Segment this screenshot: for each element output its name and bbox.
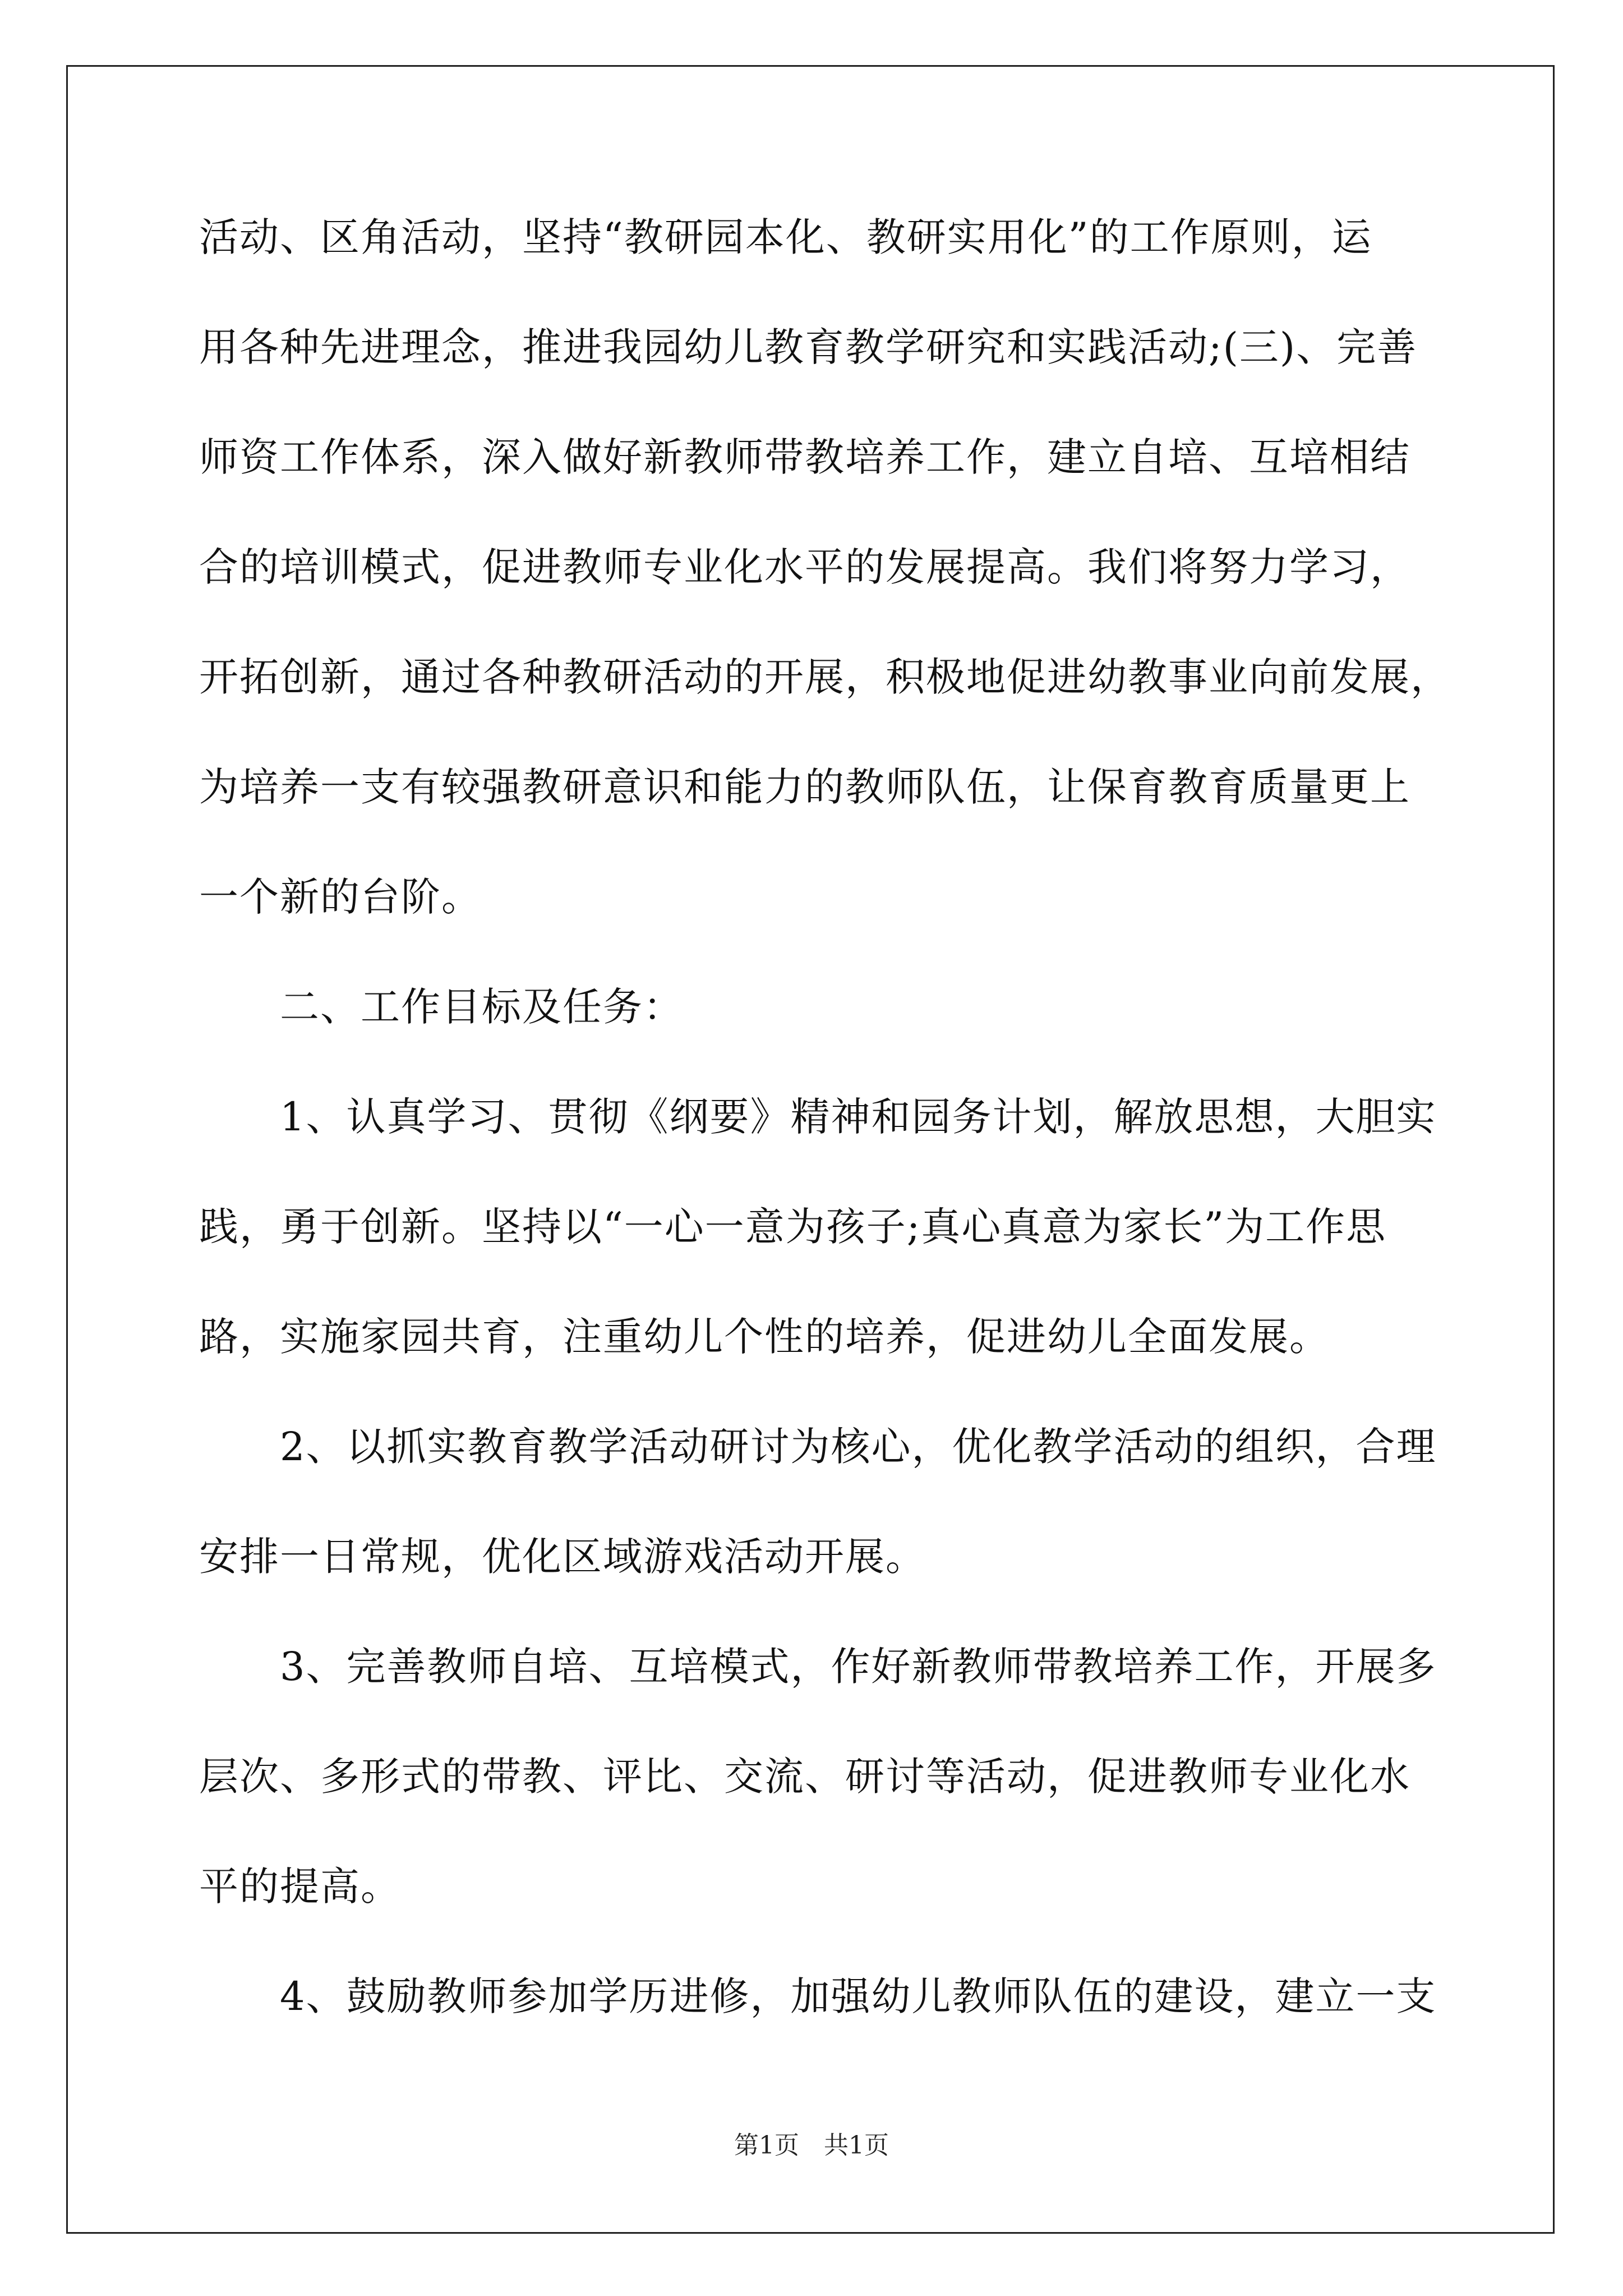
text-line: 合的培训模式，促进教师专业化水平的发展提高。我们将努力学习， — [199, 544, 1410, 590]
page-footer: 第1页 共1页 — [734, 2131, 889, 2160]
text-line: 践，勇于创新。坚持以“一心一意为孩子;真心真意为家长”为工作思 — [199, 1204, 1387, 1250]
text-line: 4、鼓励教师参加学历进修，加强幼儿教师队伍的建设，建立一支 — [199, 1973, 1437, 2019]
text-line: 层次、多形式的带教、评比、交流、研讨等活动，促进教师专业化水 — [199, 1754, 1410, 1800]
text-line: 路，实施家园共育，注重幼儿个性的培养，促进幼儿全面发展。 — [199, 1314, 1330, 1360]
text-line: 安排一日常规，优化区域游戏活动开展。 — [199, 1534, 926, 1580]
text-line: 活动、区角活动，坚持“教研园本化、教研实用化”的工作原则，运 — [199, 214, 1372, 260]
text-line: 师资工作体系，深入做好新教师带教培养工作，建立自培、互培相结 — [199, 434, 1410, 480]
text-line: 为培养一支有较强教研意识和能力的教师队伍，让保育教育质量更上 — [199, 764, 1410, 810]
text-line: 1、认真学习、贯彻《纲要》精神和园务计划，解放思想，大胆实 — [199, 1094, 1437, 1140]
text-line: 一个新的台阶。 — [199, 874, 482, 920]
text-line: 平的提高。 — [199, 1864, 401, 1910]
text-line: 用各种先进理念，推进我园幼儿教育教学研究和实践活动;(三)、完善 — [199, 324, 1418, 370]
text-line: 开拓创新，通过各种教研活动的开展，积极地促进幼教事业向前发展， — [199, 654, 1451, 700]
text-line: 2、以抓实教育教学活动研讨为核心，优化教学活动的组织，合理 — [199, 1424, 1437, 1470]
text-line: 3、完善教师自培、互培模式，作好新教师带教培养工作，开展多 — [199, 1644, 1437, 1690]
section-heading: 二、工作目标及任务： — [199, 984, 684, 1030]
